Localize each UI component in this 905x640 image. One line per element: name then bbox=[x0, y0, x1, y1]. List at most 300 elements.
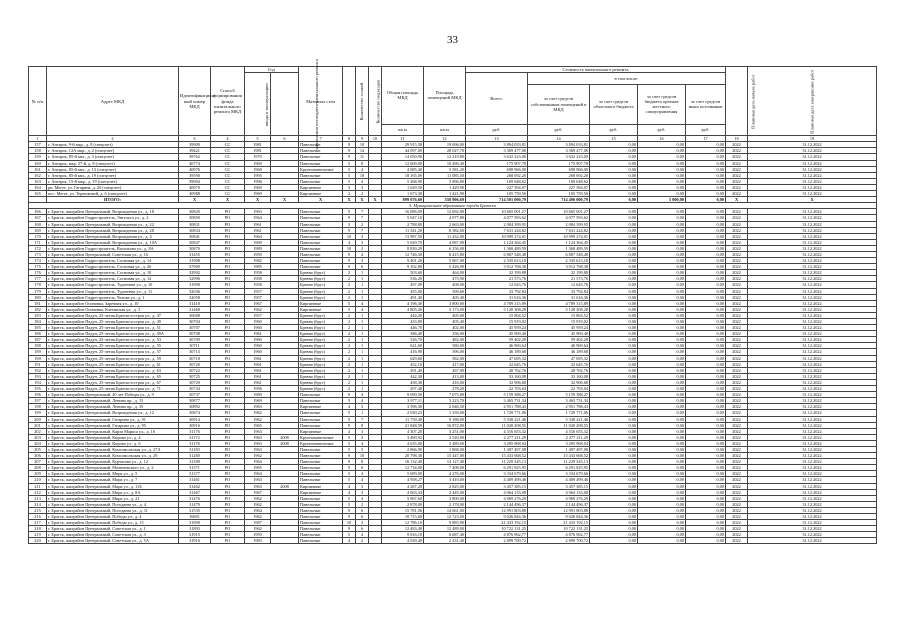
cell-area-living: 278,20 bbox=[424, 386, 466, 392]
cell-year: 1967 bbox=[245, 489, 271, 495]
cell-wall: Бревна (брус) bbox=[299, 276, 343, 282]
cell-address: г. Братск, жилрайон Центральный, Ленина пр., д. 15 bbox=[47, 398, 179, 404]
cell-cost-region: 0,00 bbox=[590, 404, 638, 410]
cell-cost-other: 0,00 bbox=[686, 404, 726, 410]
cell-cost-total: 2 899 700,72 bbox=[466, 538, 528, 544]
cell-wall: Панельные bbox=[299, 221, 343, 227]
cell-address: г. Братск, жилрайон Центральный, Возрождения ул., д. 4 bbox=[47, 233, 179, 239]
cell-ident: 31418 bbox=[179, 300, 211, 306]
cell-floors: 5 bbox=[343, 446, 356, 452]
cell-year: 1989 bbox=[245, 245, 271, 251]
column-number-cell: 10 bbox=[369, 136, 382, 142]
cell-cost-fund: 1 497 497,08 bbox=[528, 446, 590, 452]
cell-area-total: 2 030,23 bbox=[382, 410, 424, 416]
cell-cost-total: 46 969,64 bbox=[466, 343, 528, 349]
cell-wall: Крупнопанельные bbox=[299, 440, 343, 446]
cell-year: 1963 bbox=[245, 428, 271, 434]
cell-cost-local: 0,00 bbox=[638, 459, 686, 465]
cell-cost-region: 0,00 bbox=[590, 386, 638, 392]
cell-plan-start: 2022 bbox=[726, 270, 748, 276]
cell-plan-end: 31.12.2022 bbox=[748, 233, 877, 239]
cell-area-total: 14 050,90 bbox=[382, 154, 424, 160]
cell-area-total: 4 805,26 bbox=[382, 306, 424, 312]
cell-wall: Бревна (брус) bbox=[299, 294, 343, 300]
cell-method: РО bbox=[211, 312, 245, 318]
cell-area-total: 11 759,40 bbox=[382, 416, 424, 422]
cell-wall: Бревна (брус) bbox=[299, 355, 343, 361]
cell-entrances: 3 bbox=[356, 239, 369, 245]
cell-method: СС bbox=[211, 142, 245, 148]
cell-cost-fund: 20 762,76 bbox=[528, 367, 590, 373]
cell-ident: 31990 bbox=[179, 282, 211, 288]
cell-no: 159 bbox=[29, 154, 47, 160]
cell-year: 1969 bbox=[245, 398, 271, 404]
cell-year: 1970 bbox=[245, 154, 271, 160]
cell-wall: Бревна (брус) bbox=[299, 349, 343, 355]
cell-cost-other: 0,00 bbox=[686, 239, 726, 245]
cell-wall: Панельные bbox=[299, 416, 343, 422]
cell-method: РО bbox=[211, 227, 245, 233]
cell-method: РО bbox=[211, 398, 245, 404]
cell-entrances: 8 bbox=[356, 459, 369, 465]
cell-wall: Бревна (брус) bbox=[299, 325, 343, 331]
cell-cost-total: 105 759,56 bbox=[466, 191, 528, 197]
cell-cost-total: 15 919,02 bbox=[466, 319, 528, 325]
cell-wall: Панельные bbox=[299, 446, 343, 452]
header-cost-other: за счет средств иных источников bbox=[686, 84, 726, 124]
cell-address: г. Братск, жилрайон Центральный, Мира ул., д. 7 bbox=[47, 477, 179, 483]
cell-entrances: 6 bbox=[356, 514, 369, 520]
cell-address: г. Братск, жилрайон Центральный, Мира ул., д. 8А bbox=[47, 489, 179, 495]
cell-cost-region: 0,00 bbox=[590, 142, 638, 148]
cell-cost-local: 0,00 bbox=[638, 294, 686, 300]
cell-area-total: 44 097,00 bbox=[382, 148, 424, 154]
cell-floors: 5 bbox=[343, 172, 356, 178]
cell-entrances: 2 bbox=[356, 501, 369, 507]
cell-cost-fund: 7 631 224,82 bbox=[528, 227, 590, 233]
cell-ident: 31260 bbox=[179, 453, 211, 459]
cell-floors: 5 bbox=[343, 300, 356, 306]
cell-plan-end: 31.12.2022 bbox=[748, 300, 877, 306]
cell-wall: Панельные bbox=[299, 465, 343, 471]
cell-cost-local: 0,00 bbox=[638, 166, 686, 172]
cell-plan-end: 31.12.2022 bbox=[748, 349, 877, 355]
cell-cost-fund: 2 951 788,43 bbox=[528, 404, 590, 410]
cell-area-living: 7 408,00 bbox=[424, 465, 466, 471]
cell-floors: 5 bbox=[343, 166, 356, 172]
cell-entrances: 3 bbox=[356, 489, 369, 495]
cell-entrances: 7 bbox=[356, 215, 369, 221]
cell-ident: 31172 bbox=[179, 434, 211, 440]
cell-method: РО bbox=[211, 428, 245, 434]
cell-cost-region: 0,00 bbox=[590, 373, 638, 379]
cell-cost-local: 0,00 bbox=[638, 477, 686, 483]
cell-area-living: 8 415,80 bbox=[424, 251, 466, 257]
cell-ident: 32992 bbox=[179, 270, 211, 276]
unit-cost-other: руб. bbox=[686, 124, 726, 135]
cell-address: г. Братск, жилрайон Центральный, Возрождения ул., д. 12 bbox=[47, 410, 179, 416]
cell-cost-fund: 2 144 496,37 bbox=[528, 501, 590, 507]
cell-area-living: 4 077,80 bbox=[424, 215, 466, 221]
cell-wall: Панельные bbox=[299, 538, 343, 544]
cell-ident: 30737 bbox=[179, 392, 211, 398]
cell-cost-local: 0,00 bbox=[638, 142, 686, 148]
cell-address: г. Братск, жилрайон Гидростроитель, Энгельса ул., д. 2 bbox=[47, 215, 179, 221]
cell-cost-fund: 33 160,08 bbox=[528, 373, 590, 379]
cell-cost-fund: 46 969,64 bbox=[528, 343, 590, 349]
cell-floors: 2 bbox=[343, 312, 356, 318]
cell-method: РО bbox=[211, 306, 245, 312]
cell-area-total: 526,70 bbox=[382, 337, 424, 343]
cell-plan-end: 31.12.2022 bbox=[748, 270, 877, 276]
cell-cost-total: 32 645,76 bbox=[466, 361, 528, 367]
cell-plan-end: 31.12.2022 bbox=[748, 319, 877, 325]
cell-no: 195 bbox=[29, 386, 47, 392]
cell-ident: 30725 bbox=[179, 373, 211, 379]
cell-plan-start: 2022 bbox=[726, 148, 748, 154]
cell-cost-region: 0,00 bbox=[590, 428, 638, 434]
section-title: 5. Муниципальное образование города Братска bbox=[29, 203, 877, 209]
cell-cost-local: 0,00 bbox=[638, 312, 686, 318]
cell-wall: Панельные bbox=[299, 148, 343, 154]
cell-area-total: 20 798,30 bbox=[382, 453, 424, 459]
cell-entrances: 6 bbox=[356, 507, 369, 513]
cell-entrances: 4 bbox=[356, 495, 369, 501]
cell-year: 1962 bbox=[245, 495, 271, 501]
cell-plan-start: 2022 bbox=[726, 184, 748, 190]
cell-entrances: 3 bbox=[356, 233, 369, 239]
cell-no: 168 bbox=[29, 221, 47, 227]
cell-cost-other: 0,00 bbox=[686, 446, 726, 452]
cell-ident: 30834 bbox=[179, 227, 211, 233]
cell-cost-fund: 4 409 499,46 bbox=[528, 477, 590, 483]
cell-entrances: 4 bbox=[356, 306, 369, 312]
cell-no: 172 bbox=[29, 245, 47, 251]
cell-cost-fund: 47 695,32 bbox=[528, 355, 590, 361]
cell-address: г. Ангарск, мкр. 27-й, д. 8 (спецсчет) bbox=[47, 160, 179, 166]
cell-entrances: 1 bbox=[356, 355, 369, 361]
cell-cost-other: 0,00 bbox=[686, 386, 726, 392]
cell-cost-other: 0,00 bbox=[686, 319, 726, 325]
cell-area-living: 8 382,00 bbox=[424, 227, 466, 233]
cell-area-total: 9 090,50 bbox=[382, 392, 424, 398]
cell-floors: 2 bbox=[343, 373, 356, 379]
cell-cost-other: 0,00 bbox=[686, 398, 726, 404]
cell-cost-fund: 1 124 364,45 bbox=[528, 239, 590, 245]
cell-method: РО bbox=[211, 507, 245, 513]
cell-area-living: 2 663,00 bbox=[424, 221, 466, 227]
cell-cost-other: 0,00 bbox=[686, 178, 726, 184]
cell-area-total: 5 967,60 bbox=[382, 495, 424, 501]
cell-year: 1969 bbox=[245, 160, 271, 166]
cell-address: г. Ангарск, 15-й мкр., д. 19 (спецсчет) bbox=[47, 178, 179, 184]
cell-cost-other: 0,00 bbox=[686, 251, 726, 257]
cell-cost-total: 2 084 399,95 bbox=[466, 221, 528, 227]
cell-method: РО bbox=[211, 489, 245, 495]
cell-floors: 2 bbox=[343, 270, 356, 276]
header-cost-fund: за счет средств собственников помещений в МКД bbox=[528, 84, 590, 124]
cell-year: 1963 bbox=[245, 434, 271, 440]
cell-no: 185 bbox=[29, 325, 47, 331]
cell-cost-fund: 2 084 399,95 bbox=[528, 221, 590, 227]
table-row bbox=[29, 538, 877, 544]
cell-area-living: 475,90 bbox=[424, 276, 466, 282]
cell-cost-total: 1 124 364,45 bbox=[466, 239, 528, 245]
cell-area-living: 11 085,50 bbox=[424, 172, 466, 178]
cell-plan-end: 31.12.2022 bbox=[748, 416, 877, 422]
cell-cost-fund: 15 433 668,52 bbox=[528, 453, 590, 459]
cell-entrances: 6 bbox=[356, 465, 369, 471]
cell-entrances: 1 bbox=[356, 312, 369, 318]
cell-ident: 30847 bbox=[179, 239, 211, 245]
cell-area-total: 4 287,20 bbox=[382, 483, 424, 489]
cell-method: РО bbox=[211, 520, 245, 526]
cell-cost-region: 0,00 bbox=[590, 331, 638, 337]
cell-no: 204 bbox=[29, 440, 47, 446]
header-plan-end: Плановая дата завершения работ bbox=[748, 67, 877, 136]
cell-cost-total: 3 894 033,81 bbox=[466, 142, 528, 148]
cell-cost-fund: 2 899 700,72 bbox=[528, 538, 590, 544]
cell-year-overhaul: 2008 bbox=[271, 440, 299, 446]
cell-cost-region: 0,00 bbox=[590, 495, 638, 501]
cell-plan-start: 2022 bbox=[726, 398, 748, 404]
cell-floors: 2 bbox=[343, 337, 356, 343]
cell-method: РО bbox=[211, 483, 245, 489]
table-body bbox=[29, 136, 877, 544]
cell-address: г. Братск, жилрайон Падун, 25-летия Братскгэсстроя ул., д. 49 bbox=[47, 319, 179, 325]
cell-wall: Панельные bbox=[299, 532, 343, 538]
cell-year: 1963 bbox=[245, 477, 271, 483]
cell-entrances: 10 bbox=[356, 453, 369, 459]
cell-area-living: 482,00 bbox=[424, 337, 466, 343]
cell-plan-end: 31.12.2022 bbox=[748, 160, 877, 166]
cell-plan-end: 31.12.2022 bbox=[748, 410, 877, 416]
cell-cost-region: 0,00 bbox=[590, 453, 638, 459]
cell-method: РО bbox=[211, 221, 245, 227]
cell-cost-fund: 6 291 825,95 bbox=[528, 465, 590, 471]
cell-ident: 39904 bbox=[179, 178, 211, 184]
cell-cost-fund: 45 959,24 bbox=[528, 325, 590, 331]
cell-entrances: 14 bbox=[356, 148, 369, 154]
cell-address: г. Братск, жилрайон Центральный, Комсомольская ул., д. 29 bbox=[47, 453, 179, 459]
cell-cost-region: 0,00 bbox=[590, 477, 638, 483]
cell-plan-start: 2022 bbox=[726, 416, 748, 422]
cell-year: 1957 bbox=[245, 312, 271, 318]
cell-ident: 31915 bbox=[179, 532, 211, 538]
cell-cost-region: 0,00 bbox=[590, 446, 638, 452]
cell-plan-start: 2022 bbox=[726, 191, 748, 197]
cell-year: 1962 bbox=[245, 501, 271, 507]
cell-ident: 30708 bbox=[179, 331, 211, 337]
cell-wall: Панельные bbox=[299, 520, 343, 526]
cell-wall: Бревна (брус) bbox=[299, 367, 343, 373]
cell-ident: 30711 bbox=[179, 343, 211, 349]
cell-ident: 30722 bbox=[179, 367, 211, 373]
cell-cost-local: 0,00 bbox=[638, 160, 686, 166]
cell-ident: 31908 bbox=[179, 258, 211, 264]
cell-method: РО bbox=[211, 349, 245, 355]
cell-area-total: 455,00 bbox=[382, 288, 424, 294]
cell-cost-local: 0,00 bbox=[638, 233, 686, 239]
cell-plan-start: 2022 bbox=[726, 532, 748, 538]
cell-cost-other: 0,00 bbox=[686, 434, 726, 440]
cell-cost-region: 0,00 bbox=[590, 209, 638, 215]
cell-cost-other: 0,00 bbox=[686, 453, 726, 459]
cell-area-total: 416,90 bbox=[382, 349, 424, 355]
cell-address: г. Братск, жилрайон Центральный, Советская ул., д. 5А bbox=[47, 538, 179, 544]
cell-ident: 31916 bbox=[179, 538, 211, 544]
cell-method: РО bbox=[211, 379, 245, 385]
capital-repair-table bbox=[28, 58, 877, 544]
cell-entrances: 4 bbox=[356, 532, 369, 538]
cell-cost-fund: 12 643,76 bbox=[528, 282, 590, 288]
cell-cost-total: 11 020 208,55 bbox=[466, 422, 528, 428]
cell-cost-fund: 3 012 768,38 bbox=[528, 264, 590, 270]
cell-cost-local: 0,00 bbox=[638, 239, 686, 245]
cell-plan-start: 2022 bbox=[726, 178, 748, 184]
cell-ident: 31176 bbox=[179, 440, 211, 446]
cell-area-living: 2 825,00 bbox=[424, 483, 466, 489]
cell-entrances: 2 bbox=[356, 245, 369, 251]
column-number-cell: 19 bbox=[748, 136, 877, 142]
cell-no: 220 bbox=[29, 538, 47, 544]
cell-area-total: 5 699,00 bbox=[382, 471, 424, 477]
cell-area-total: 503,60 bbox=[382, 270, 424, 276]
cell-address: г. Братск, жилрайон Гидростроитель, Тургенева ул., д. 10 bbox=[47, 282, 179, 288]
column-number-cell: 11 bbox=[382, 136, 424, 142]
cell-ident: 30916 bbox=[179, 422, 211, 428]
cell-cost-total: 47 695,32 bbox=[466, 355, 528, 361]
cell-year: 1962 bbox=[245, 453, 271, 459]
cell-plan-start: 2022 bbox=[726, 172, 748, 178]
column-number-cell: 12 bbox=[424, 136, 466, 142]
cell-floors: 2 bbox=[343, 319, 356, 325]
cell-no: 192 bbox=[29, 367, 47, 373]
cell-plan-start: 2022 bbox=[726, 422, 748, 428]
cell-area-total: 18 715,60 bbox=[382, 514, 424, 520]
cell-cost-local: 0,00 bbox=[638, 276, 686, 282]
cell-cost-other: 0,00 bbox=[686, 477, 726, 483]
cell-cost-fund: 105 759,56 bbox=[528, 191, 590, 197]
cell-entrances: 1 bbox=[356, 270, 369, 276]
cell-floors: 9 bbox=[343, 392, 356, 398]
cell-area-total: 9 401,20 bbox=[382, 258, 424, 264]
cell-no: 171 bbox=[29, 239, 47, 245]
cell-method: РО bbox=[211, 416, 245, 422]
cell-cost-local: 0,00 bbox=[638, 379, 686, 385]
cell-address: г. Братск, жилрайон Центральный, Советская ул., д. 3 bbox=[47, 532, 179, 538]
cell-entrances: 1 bbox=[356, 343, 369, 349]
cell-cost-total: 3 334 679,66 bbox=[466, 471, 528, 477]
cell-plan-start: 2022 bbox=[726, 483, 748, 489]
cell-floors: 9 bbox=[343, 264, 356, 270]
cell-area-living: 7 075,80 bbox=[424, 392, 466, 398]
cell-cost-total: 2 335 613,18 bbox=[466, 258, 528, 264]
cell-cost-total: 1 729 771,06 bbox=[466, 410, 528, 416]
cell-no: 176 bbox=[29, 270, 47, 276]
cell-plan-start: 2022 bbox=[726, 453, 748, 459]
cell-cost-other: 0,00 bbox=[686, 282, 726, 288]
cell-cost-region: 0,00 bbox=[590, 258, 638, 264]
cell-cost-region: 0,00 bbox=[590, 422, 638, 428]
cell-plan-start: 2022 bbox=[726, 386, 748, 392]
cell-no: 181 bbox=[29, 300, 47, 306]
cell-method: РО bbox=[211, 270, 245, 276]
cell-cost-other: 0,00 bbox=[686, 538, 726, 544]
cell-area-living: 3 800,00 bbox=[424, 495, 466, 501]
cell-area-living: 3 489,00 bbox=[424, 440, 466, 446]
cell-plan-end: 31.12.2022 bbox=[748, 294, 877, 300]
cell-method: РО bbox=[211, 264, 245, 270]
cell-cost-region: 0,00 bbox=[590, 312, 638, 318]
cell-cost-region: 0,00 bbox=[590, 306, 638, 312]
cell-cost-total: 59 402,28 bbox=[466, 337, 528, 343]
cell-area-total: 291,40 bbox=[382, 367, 424, 373]
cell-cost-other: 0,00 bbox=[686, 416, 726, 422]
cell-no: 186 bbox=[29, 331, 47, 337]
cell-area-living: 582,00 bbox=[424, 355, 466, 361]
cell-cost-region: 0,00 bbox=[590, 532, 638, 538]
cell-plan-start: 2022 bbox=[726, 319, 748, 325]
cell-ident: 39590 bbox=[179, 172, 211, 178]
cell-year: 1962 bbox=[245, 514, 271, 520]
cell-address: г. Братск, жилрайон Центральный, Возрождения ул., д. 28 bbox=[47, 227, 179, 233]
cell-plan-end: 31.12.2022 bbox=[748, 312, 877, 318]
cell-year: 1981 bbox=[245, 148, 271, 154]
cell-cost-total: 5 159 388,27 bbox=[466, 392, 528, 398]
cell-plan-end: 31.12.2022 bbox=[748, 471, 877, 477]
cell-year: 1962 bbox=[245, 306, 271, 312]
cell-wall: Панельные bbox=[299, 422, 343, 428]
cell-entrances: 8 bbox=[356, 422, 369, 428]
cell-plan-end: 31.12.2022 bbox=[748, 221, 877, 227]
cell-floors: 5 bbox=[343, 440, 356, 446]
cell-year: 1962 bbox=[245, 416, 271, 422]
cell-address: г. Братск, жилрайон Центральный, Карла Маркса ул., д. 10 bbox=[47, 428, 179, 434]
cell-address: г. Братск, жилрайон Центральный, Победы ул., д. 15 bbox=[47, 520, 179, 526]
cell-ident: 37900 bbox=[179, 264, 211, 270]
cell-year: 1964 bbox=[245, 459, 271, 465]
cell-plan-end: 31.12.2022 bbox=[748, 459, 877, 465]
cell-year: 1964 bbox=[245, 233, 271, 239]
cell-year: 1964 bbox=[245, 215, 271, 221]
cell-plan-end: 31.12.2022 bbox=[748, 355, 877, 361]
cell-area-total: 8 839,29 bbox=[382, 245, 424, 251]
cell-cost-fund: 11 229 345,13 bbox=[528, 459, 590, 465]
cell-area-living: 405,40 bbox=[424, 294, 466, 300]
header-year: Год bbox=[245, 67, 299, 73]
cell-no: 190 bbox=[29, 355, 47, 361]
cell-area-total: 446,70 bbox=[382, 325, 424, 331]
cell-plan-end: 31.12.2022 bbox=[748, 239, 877, 245]
cell-floors: 2 bbox=[343, 367, 356, 373]
cell-wall: Бревна (брус) bbox=[299, 331, 343, 337]
cell-cost-local: 0,00 bbox=[638, 349, 686, 355]
cell-wall: Панельные bbox=[299, 160, 343, 166]
cell-no: 211 bbox=[29, 483, 47, 489]
cell-cost-other: 0,00 bbox=[686, 465, 726, 471]
total-x: X bbox=[299, 197, 343, 203]
cell-address: г. Братск, жилрайон Гидростроитель, Чехова ул., д. 1 bbox=[47, 294, 179, 300]
cell-no: 160 bbox=[29, 160, 47, 166]
cell-cost-other: 0,00 bbox=[686, 264, 726, 270]
cell-method: РО bbox=[211, 446, 245, 452]
cell-wall: Панельные bbox=[299, 142, 343, 148]
cell-no: 209 bbox=[29, 471, 47, 477]
cell-no: 216 bbox=[29, 514, 47, 520]
cell-area-total: 18 165,09 bbox=[382, 172, 424, 178]
cell-entrances: 1 bbox=[356, 282, 369, 288]
